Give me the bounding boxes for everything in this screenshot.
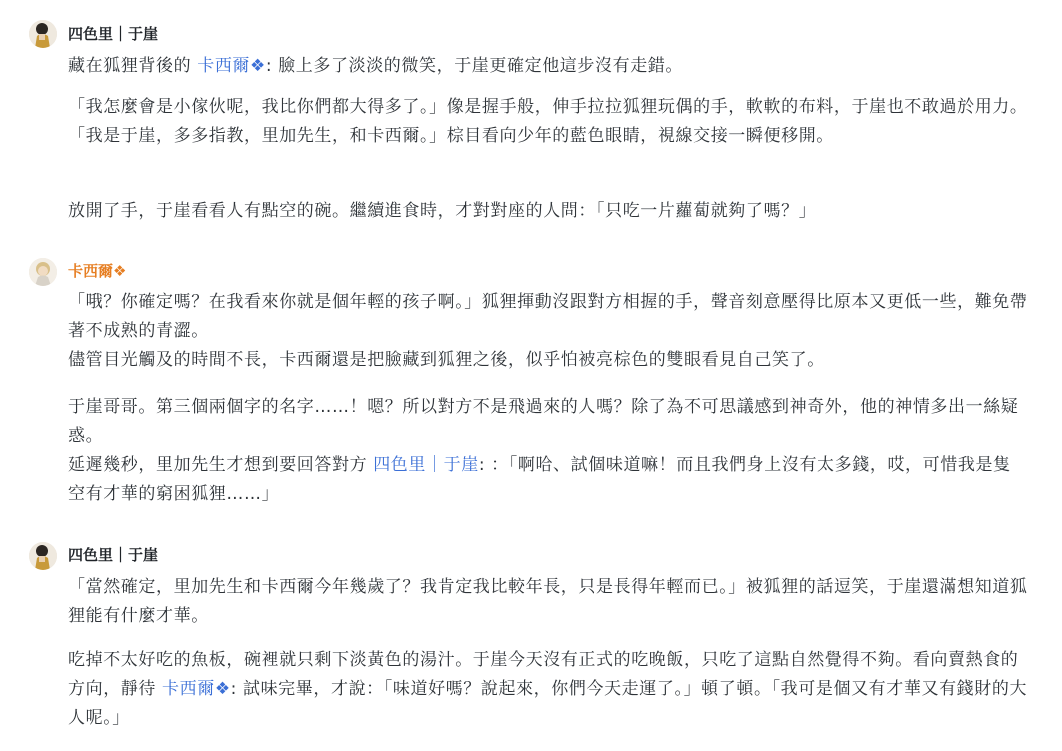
message-paragraph: 「當然確定，里加先生和卡西爾今年幾歲了？我肯定我比較年長，只是長得年輕而已。」被狐狸的話逗笑，于崖還滿想知道狐狸能有什麼才華。 xyxy=(68,577,1028,626)
avatar[interactable] xyxy=(29,542,57,570)
message-paragraph: 儘管目光觸及的時間不長，卡西爾還是把臉藏到狐狸之後，似乎怕被亮棕色的雙眼看見自己笑了。 xyxy=(68,350,825,370)
message-paragraph: 「哦？你確定嗎？在我看來你就是個年輕的孩子啊。」狐狸揮動沒跟對方相握的手，聲音刻意壓得比原本又更低一些，難免帶著不成熟的青澀。 xyxy=(68,292,1028,341)
user-mention[interactable]: 卡西爾❖ xyxy=(197,56,266,76)
text: 吃掉不太好吃的魚板，碗裡就只剩下淡黃色的湯汁。于崖今天沒有正式的吃晚飯，只吃了這點自然覺得不夠。看向賣熱食的方向，靜待 xyxy=(68,650,1019,699)
user-mention[interactable]: 卡西爾❖ xyxy=(162,679,231,699)
avatar-image xyxy=(29,20,57,48)
author-name[interactable]: 卡西爾❖ xyxy=(68,262,127,280)
text: : 臉上多了淡淡的微笑，于崖更確定他這步沒有走錯。 xyxy=(265,56,683,76)
message-paragraph: 放開了手，于崖看看人有點空的碗。繼續進食時，才對對座的人問：「只吃一片蘿蔔就夠了嗎？」 xyxy=(68,201,817,221)
text: 延遲幾秒，里加先生才想到要回答對方 xyxy=(68,455,374,475)
avatar-image xyxy=(29,258,57,286)
message-paragraph xyxy=(68,52,1028,81)
author-name[interactable]: 四色里｜于崖 xyxy=(68,25,159,43)
text: : 試味完畢，才說：「味道好嗎？說起來，你們今天走運了。」頓了頓。「我可是個又有才華又有錢財的大人呢。」 xyxy=(68,679,1028,728)
avatar[interactable] xyxy=(29,258,57,286)
user-mention[interactable]: 四色里｜于崖 xyxy=(373,455,479,475)
message-paragraph: 于崖哥哥。第三個兩個字的名字……！嗯？所以對方不是飛過來的人嗎？除了為不可思議感到神奇外，他的神情多出一絲疑惑。 xyxy=(68,397,1019,446)
message-paragraph xyxy=(68,451,1028,509)
text: : ：「啊哈、試個味道嘛！而且我們身上沒有太多錢，哎，可惜我是隻空有才華的窮困狐狸……」 xyxy=(68,455,1011,504)
author-name[interactable]: 四色里｜于崖 xyxy=(68,546,159,564)
message-paragraph: 「我怎麼會是小傢伙呢，我比你們都大得多了。」像是握手般，伸手拉拉狐狸玩偶的手，軟軟的布料，于崖也不敢過於用力。「我是于崖，多多指教，里加先生，和卡西爾。」棕目看向少年的藍色眼睛，視線交接一瞬便移開。 xyxy=(68,97,1028,146)
avatar[interactable] xyxy=(29,20,57,48)
avatar-image xyxy=(29,542,57,570)
text: 藏在狐狸背後的 xyxy=(68,56,198,76)
message-paragraph xyxy=(68,646,1028,733)
